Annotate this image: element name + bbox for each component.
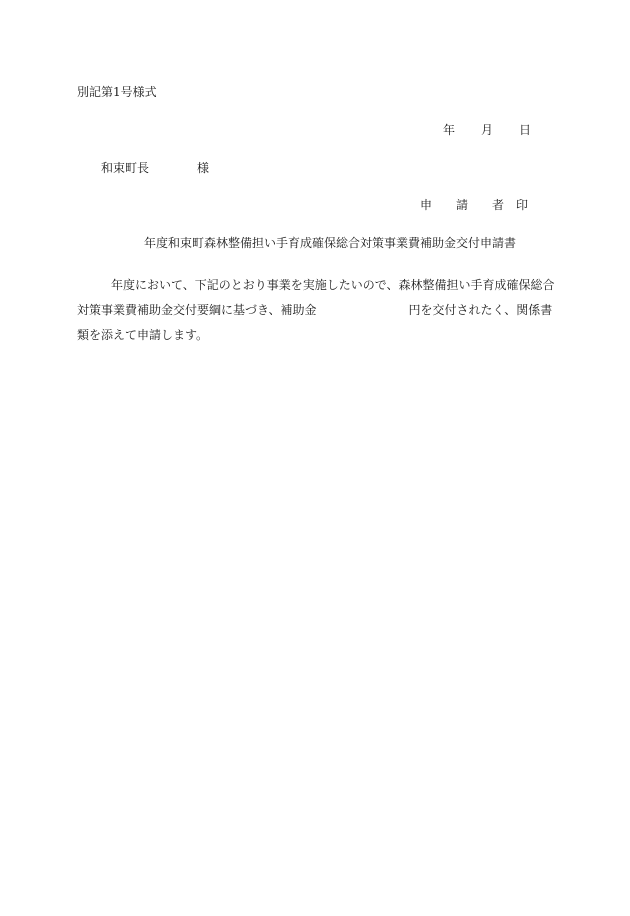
- body-line-1: [77, 273, 553, 298]
- addressee-line: [101, 162, 209, 174]
- body-line-2: [77, 298, 553, 323]
- body-paragraph: [77, 273, 553, 348]
- body-line-2-before: 対策事業費補助金交付要綱に基づき、補助金: [77, 303, 317, 317]
- applicant-char-2: 請: [456, 198, 469, 212]
- body-line-3-text: 類を添えて申請します。: [77, 328, 209, 342]
- body-line-1-text: 年度において、下記のとおり事業を実施したいので、森林整備担い手育成確保総合: [111, 278, 555, 292]
- date-month-unit: 月: [481, 123, 494, 137]
- body-line-3: [77, 323, 553, 348]
- form-number: 別記第1号様式: [77, 85, 157, 99]
- applicant-char-1: 申: [420, 198, 433, 212]
- applicant-char-3: 者: [492, 198, 505, 212]
- applicant-line: [420, 199, 528, 211]
- date-year-unit: 年: [443, 123, 456, 137]
- date-day-unit: 日: [519, 123, 532, 137]
- seal-mark: 印: [516, 198, 529, 212]
- document-title: 年度和束町森林整備担い手育成確保総合対策事業費補助金交付申請書: [144, 236, 517, 250]
- date-line: [443, 124, 531, 136]
- body-line-2-after: 円を交付されたく、関係書: [408, 303, 553, 317]
- addressee-name: 和束町長: [101, 161, 150, 175]
- addressee-honorific: 様: [197, 161, 210, 175]
